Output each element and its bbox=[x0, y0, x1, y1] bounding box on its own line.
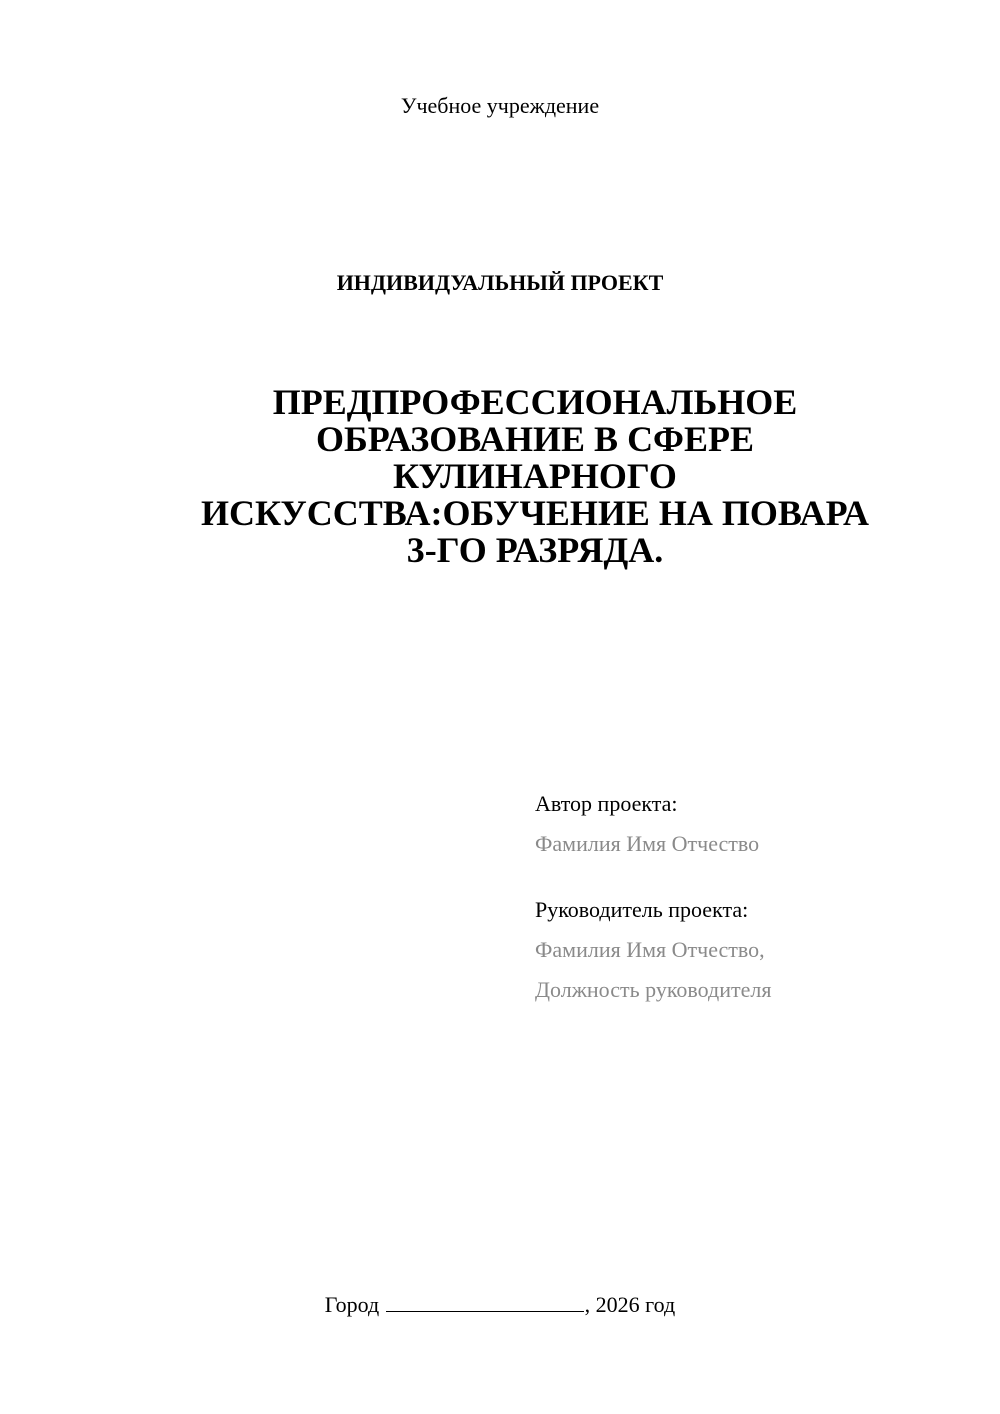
project-title-line: ПРЕДПРОФЕССИОНАЛЬНОЕ bbox=[272, 382, 798, 422]
city-year-line bbox=[0, 1290, 1000, 1320]
author-block bbox=[535, 784, 975, 864]
project-title-line: 3-ГО РАЗРЯДА. bbox=[406, 530, 664, 570]
supervisor-name: Фамилия Имя Отчество, bbox=[535, 937, 765, 962]
project-title-line: ОБРАЗОВАНИЕ В СФЕРЕ bbox=[316, 419, 754, 459]
project-title bbox=[130, 384, 940, 569]
project-title-line: КУЛИНАРНОГО bbox=[393, 456, 677, 496]
author-label: Автор проекта: bbox=[535, 791, 678, 816]
city-label: Город bbox=[324, 1292, 380, 1317]
city-blank-line bbox=[386, 1291, 584, 1312]
supervisor-position: Должность руководителя bbox=[535, 977, 772, 1002]
author-name: Фамилия Имя Отчество bbox=[535, 831, 760, 856]
supervisor-label: Руководитель проекта: bbox=[535, 897, 749, 922]
project-title-line: ИСКУССТВА:ОБУЧЕНИЕ НА ПОВАРА bbox=[200, 493, 870, 533]
year-text: , 2026 год bbox=[584, 1292, 676, 1317]
document-type: ИНДИВИДУАЛЬНЫЙ ПРОЕКТ bbox=[336, 270, 664, 295]
supervisor-block bbox=[535, 890, 975, 1010]
institution-name: Учебное учреждение bbox=[400, 93, 600, 118]
